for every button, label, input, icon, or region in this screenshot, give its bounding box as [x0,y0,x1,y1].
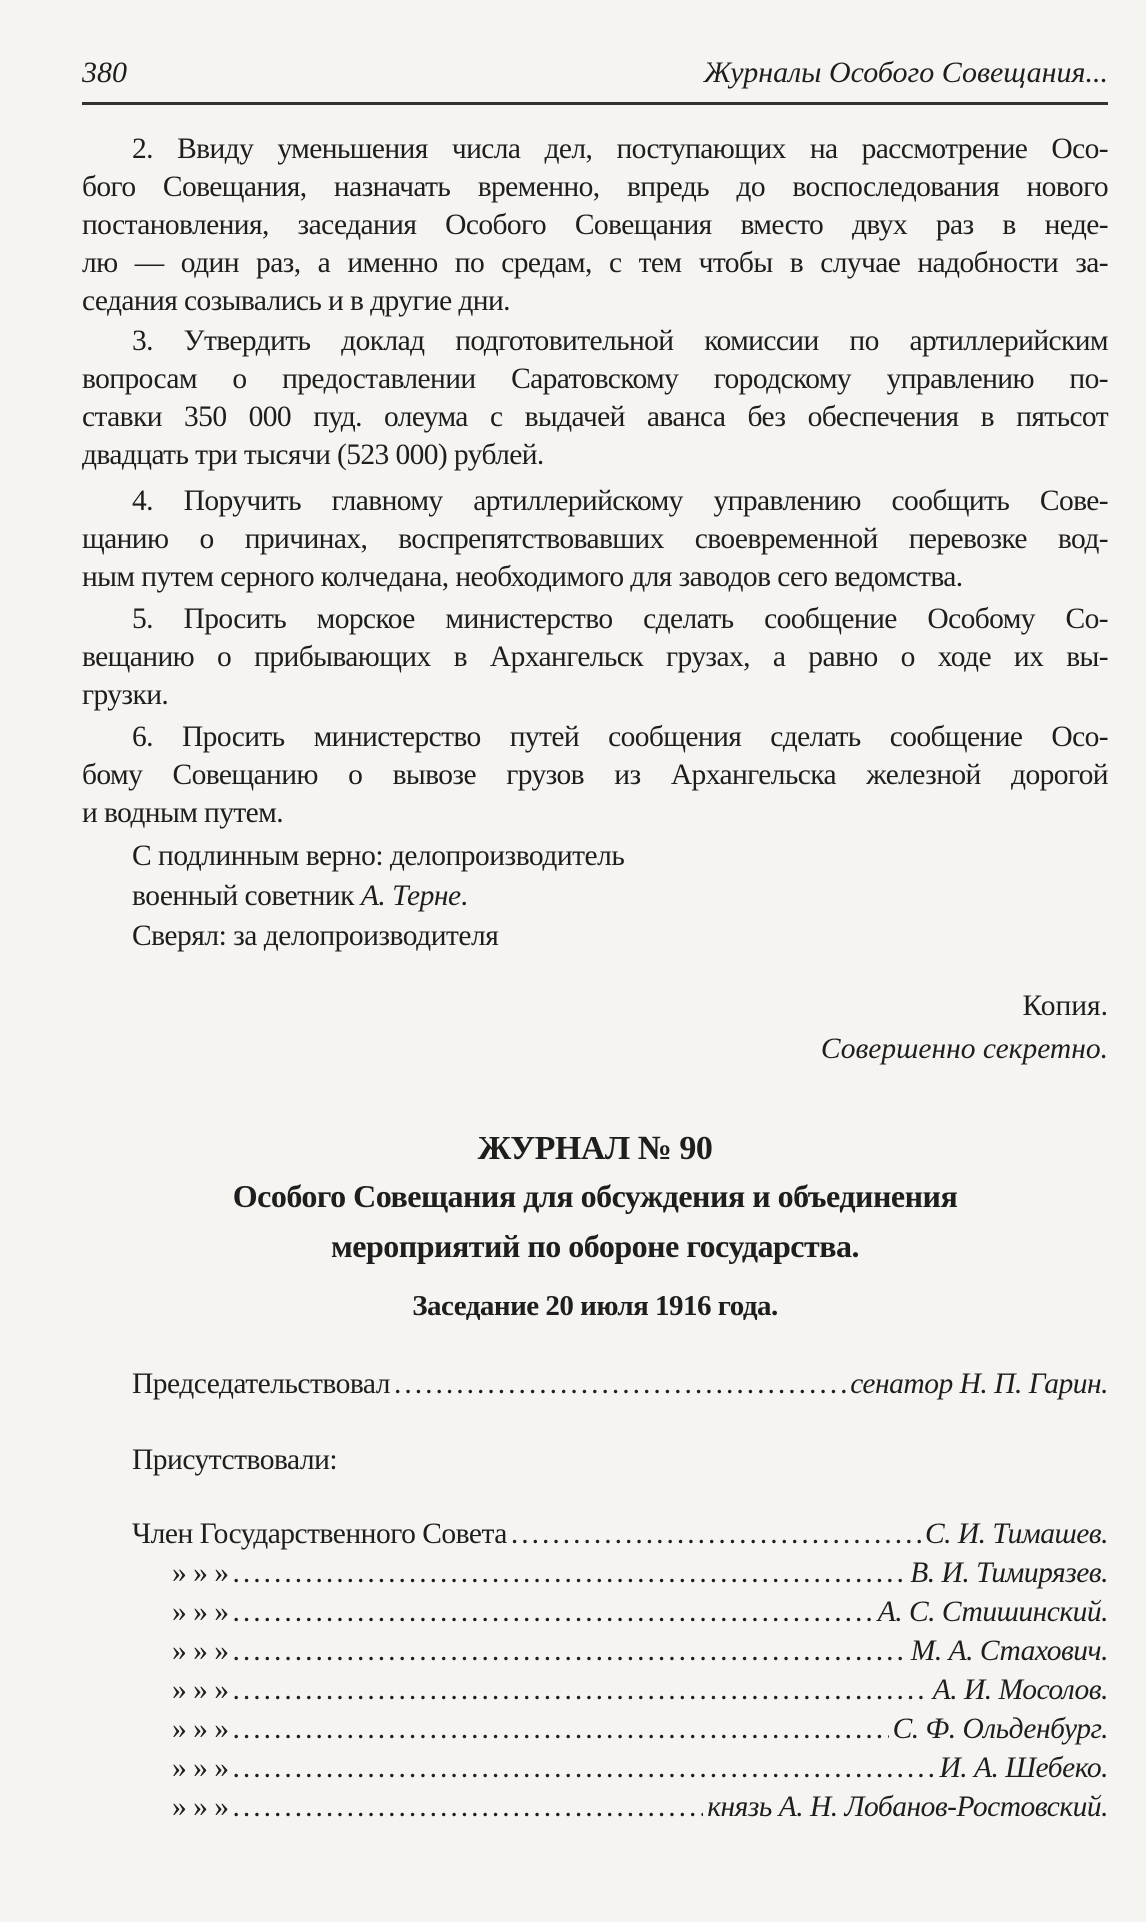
member-row [172,1635,1108,1668]
journal-title: ЖУРНАЛ № 90 [477,1130,713,1167]
text-line: двадцать три тысячи (523 000) рублей. [82,439,544,471]
dot-leader [394,1368,846,1401]
text-line: седания созывались и в другие дни. [82,285,510,317]
session-date: Заседание 20 июля 1916 года. [412,1290,778,1322]
text-line: бому Совещанию о вывозе грузов из Архангельска железной дорогой [82,759,1108,791]
dot-leader [233,1713,889,1746]
journal-subtitle-2: мероприятий по обороне государства. [330,1228,859,1264]
member-row [172,1596,1108,1629]
ditto-marks: » » » [172,1791,229,1823]
resolution-item-6 [82,718,1108,832]
secrecy-mark: Совершенно секретно. [820,1033,1108,1065]
text-line: 2. Ввиду уменьшения числа дел, поступающих на рассмотрение Осо- [132,133,1108,165]
dot-leader [233,1752,936,1785]
member-row [172,1557,1108,1590]
copy-mark: Копия. [1022,990,1108,1022]
header-rule [82,102,1108,105]
member-name: И. А. Шебеко. [939,1752,1108,1784]
member-name: А. И. Мосолов. [932,1674,1108,1706]
dot-leader [233,1557,907,1590]
text-line: 3. Утвердить доклад подготовительной комиссии по артиллерийским [132,325,1108,357]
present-label: Присутствовали: [132,1444,338,1476]
text-line: вопросам о предоставлении Саратовскому городскому управлению по- [82,363,1108,395]
member-row [132,1518,1108,1551]
text-line: 4. Поручить главному артиллерийскому управлению сообщить Сове- [132,485,1108,517]
member-row [172,1752,1108,1785]
ditto-marks: » » » [172,1713,229,1745]
member-row [172,1674,1108,1707]
chair-name: сенатор Н. П. Гарин. [850,1368,1108,1400]
period: . [460,880,468,912]
text-line: вещанию о прибывающих в Архангельск грузах, а равно о ходе их вы- [82,641,1108,673]
text-line: ным путем серного колчедана, необходимого для заводов сего ведомства. [82,561,963,593]
ditto-marks: » » » [172,1674,229,1706]
resolution-item-3 [82,322,1108,474]
member-name: князь А. Н. Лобанов-Ростовский. [707,1791,1108,1823]
dot-leader [511,1518,921,1551]
ditto-marks: » » » [172,1596,229,1628]
member-name: С. Ф. Ольденбург. [892,1713,1108,1745]
resolution-item-5 [82,600,1108,714]
text-line: и водным путем. [82,797,284,829]
member-name: С. И. Тимашев. [924,1518,1108,1550]
ditto-marks: » » » [172,1635,229,1667]
text-line: грузки. [82,679,169,711]
certification-title: военный советник [132,880,361,912]
text-line: 5. Просить морское министерство сделать сообщение Особому Со- [132,603,1108,635]
running-title: Журналы Особого Совещания... [703,56,1108,89]
member-name: В. И. Тимирязев. [910,1557,1108,1589]
page-number: 380 [82,56,127,89]
dot-leader [233,1791,704,1824]
certification-line-2 [132,878,467,914]
chair-label: Председательствовал [132,1368,391,1400]
certification-line-1: С подлинным верно: делопроизводитель [132,840,625,872]
text-line: ставки 350 000 пуд. олеума с выдачей аванса без обеспечения в пятьсот [82,401,1108,433]
ditto-marks: » » » [172,1752,229,1784]
dot-leader [233,1635,907,1668]
members-label: Член Государственного Совета [132,1518,507,1550]
member-row [172,1791,1108,1824]
resolution-item-2 [82,130,1108,320]
clerk-name: А. Терне [360,880,461,912]
dot-leader [233,1596,874,1629]
text-line: лю — один раз, а именно по средам, с тем чтобы в случае надобности за- [82,247,1108,279]
text-line: 6. Просить министерство путей сообщения сделать сообщение Осо- [132,721,1108,753]
text-line: щанию о причинах, воспрепятствовавших своевременной перевозке вод- [82,523,1108,555]
ditto-marks: » » » [172,1557,229,1589]
member-row [172,1713,1108,1746]
text-line: бого Совещания, назначать временно, впредь до воспоследования нового [82,171,1108,203]
verified-line: Сверял: за делопроизводителя [132,920,499,952]
member-name: А. С. Стишинский. [877,1596,1108,1628]
resolution-item-4 [82,482,1108,596]
dot-leader [233,1674,929,1707]
journal-subtitle-1: Особого Совещания для обсуждения и объединения [232,1178,958,1214]
chair-row [132,1368,1108,1401]
member-name: М. А. Стахович. [910,1635,1108,1667]
text-line: постановления, заседания Особого Совещания вместо двух раз в неде- [82,209,1108,241]
